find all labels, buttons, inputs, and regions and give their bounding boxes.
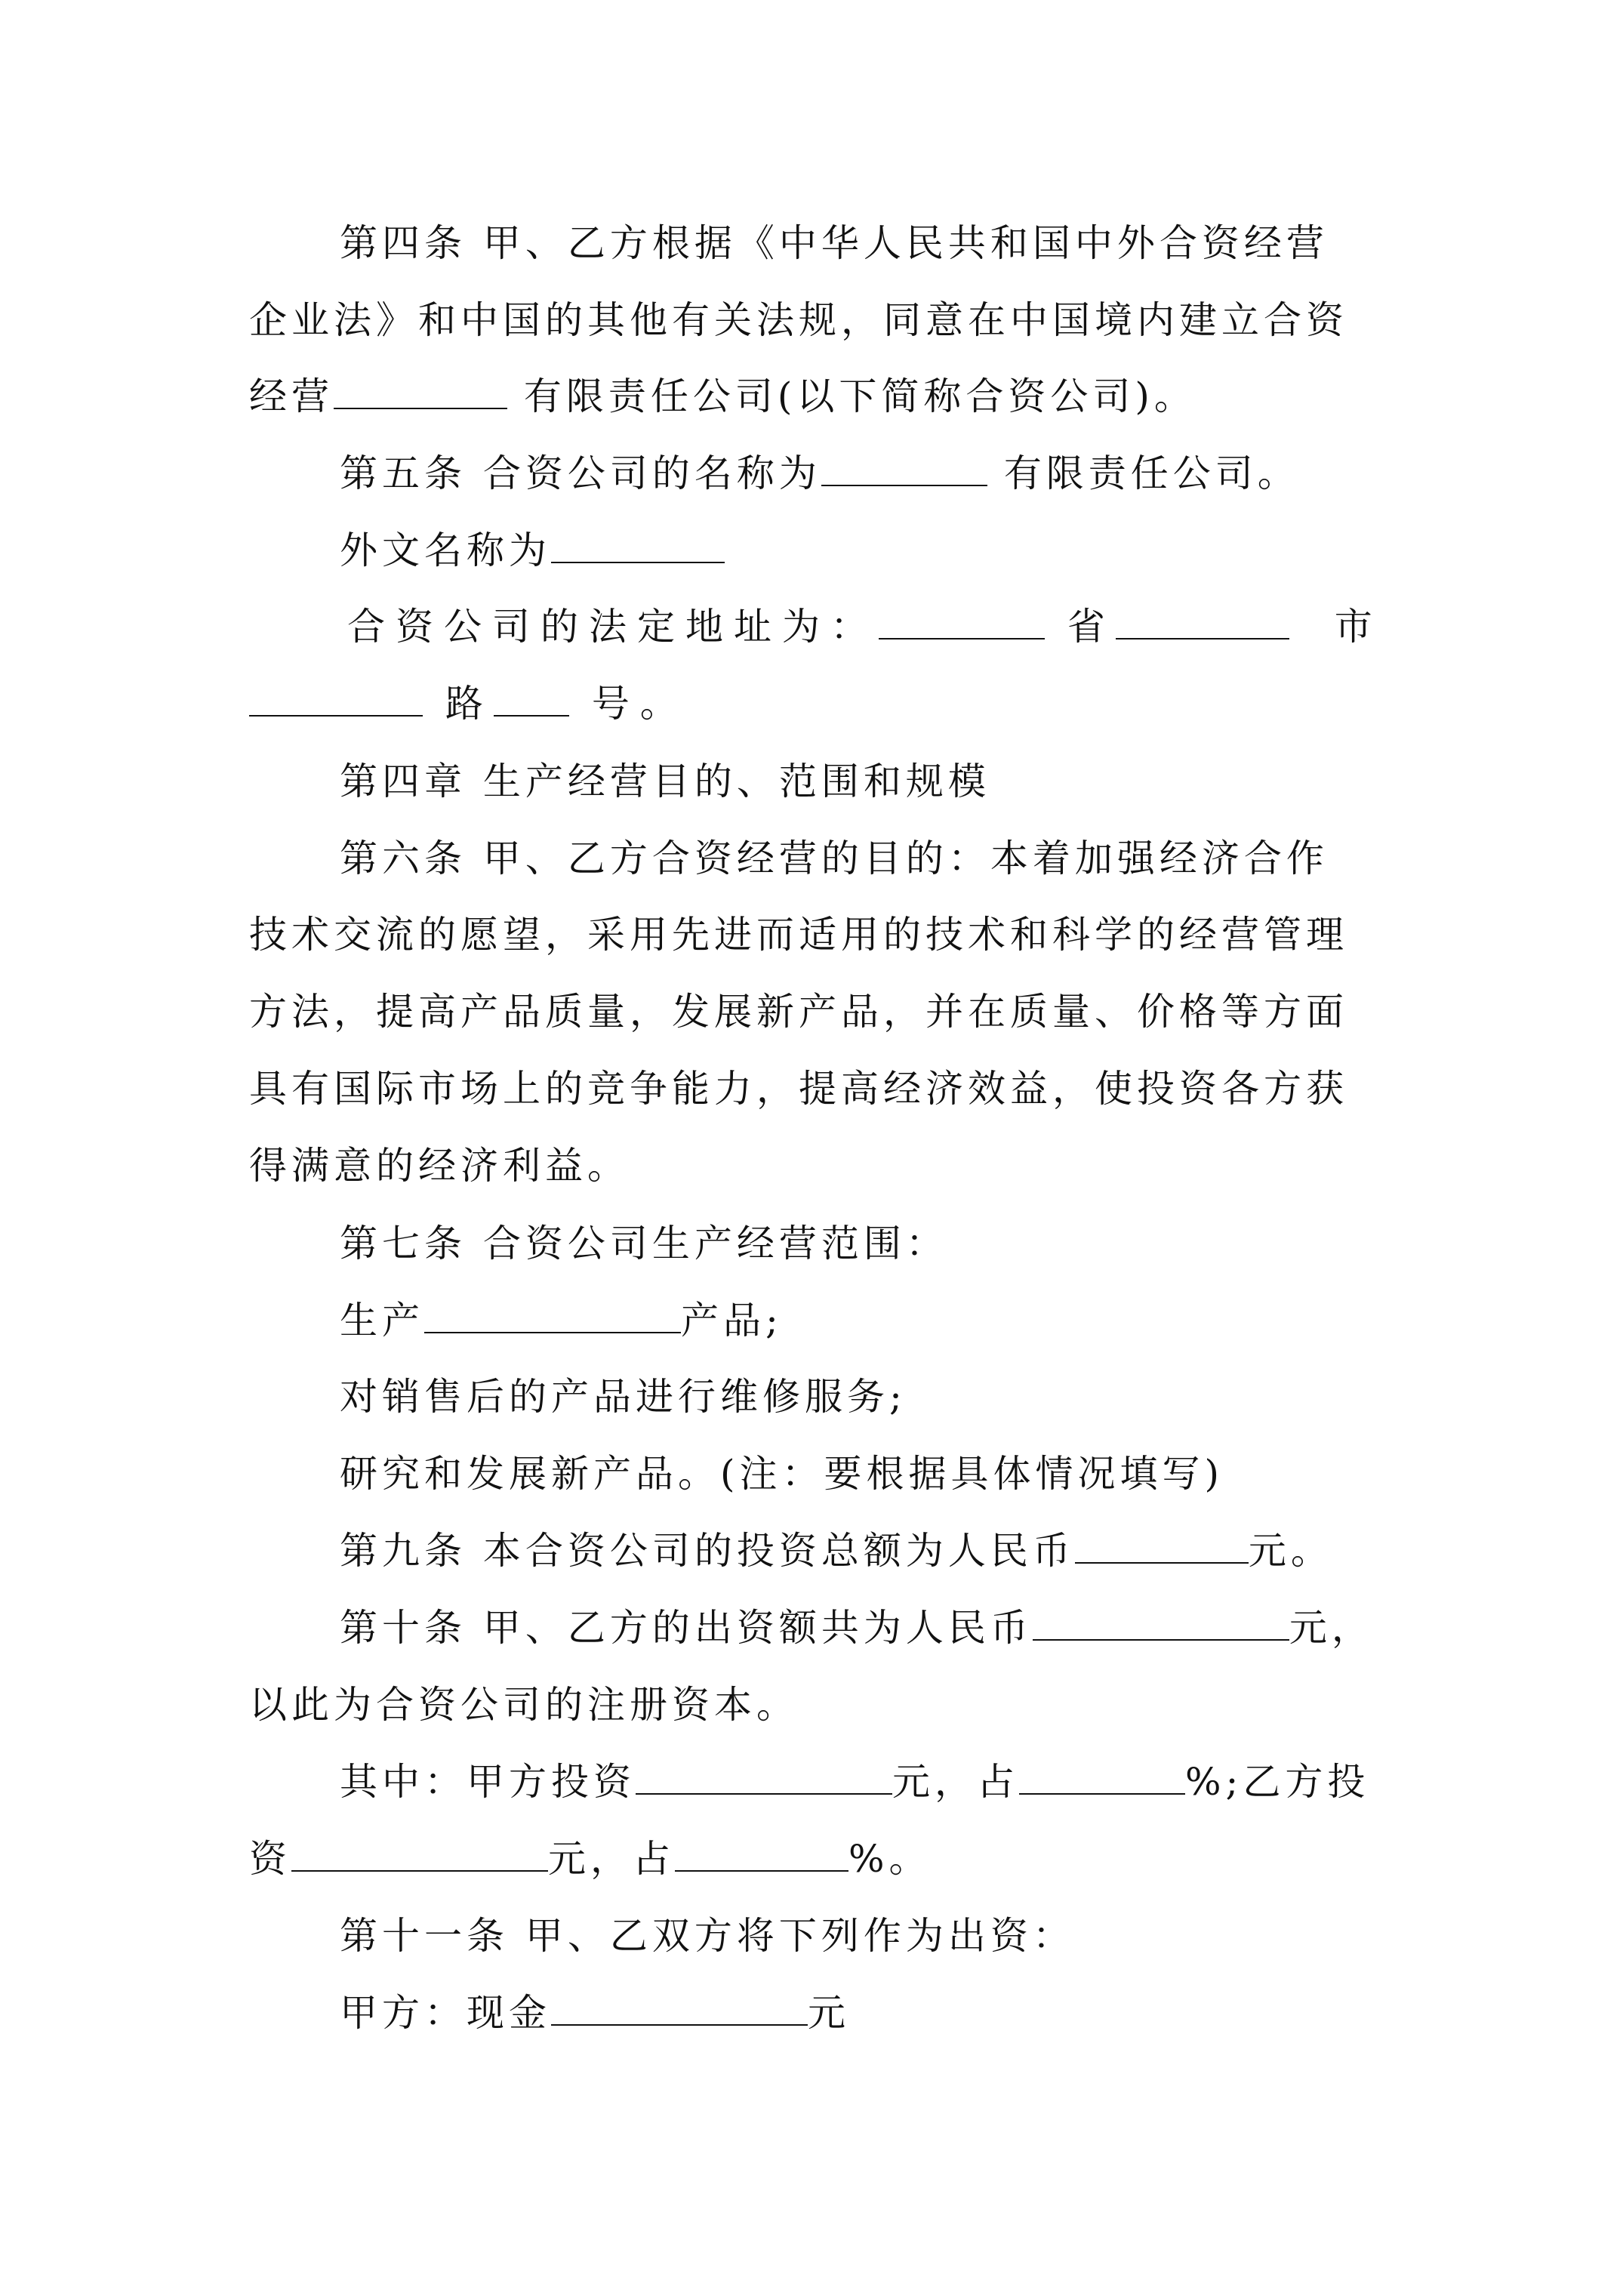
text-segment: 市 xyxy=(1334,605,1383,649)
article-10-line-2: 以此为合资公司的注册资本。 xyxy=(249,1683,799,1727)
text-segment: %。 xyxy=(848,1837,932,1881)
text-segment: 号。 xyxy=(591,682,688,726)
article-6-line-1: 第六条 甲、乙方合资经营的目的：本着加强经济合作 xyxy=(340,837,1329,880)
fill-blank xyxy=(675,1837,848,1872)
investment-line-2 xyxy=(249,1836,932,1881)
article-4-line-1: 第四条 甲、乙方根据《中华人民共和国中外合资经营 xyxy=(340,221,1329,265)
text-segment: 元，占 xyxy=(892,1760,1019,1804)
chapter-4-heading: 第四章 生产经营目的、范围和规模 xyxy=(340,760,990,803)
address-line-2 xyxy=(249,681,688,726)
article-10-line-1 xyxy=(340,1605,1374,1650)
text-segment: 元 xyxy=(808,1991,850,2035)
fill-blank xyxy=(1075,1529,1249,1564)
article-7-service: 对销售后的产品进行维修服务; xyxy=(340,1375,907,1419)
fill-blank xyxy=(1033,1606,1289,1641)
article-7-research: 研究和发展新产品。(注：要根据具体情况填写) xyxy=(340,1452,1224,1496)
text-segment: 合资公司的法定地址为： xyxy=(347,605,879,649)
article-6-line-5: 得满意的经济利益。 xyxy=(249,1144,630,1188)
investment-line-1 xyxy=(340,1759,1369,1804)
article-6-line-2: 技术交流的愿望，采用先进而适用的技术和科学的经营管理 xyxy=(249,913,1348,957)
text-segment: 第十条 甲、乙方的出资额共为人民币 xyxy=(340,1606,1033,1650)
text-segment: 外文名称为 xyxy=(340,529,551,572)
text-segment: 其中：甲方投资 xyxy=(340,1760,636,1804)
article-6-line-3: 方法，提高产品质量，发展新产品，并在质量、价格等方面 xyxy=(249,990,1348,1034)
fill-blank xyxy=(821,451,987,486)
text-segment: %;乙方投 xyxy=(1185,1760,1370,1804)
text-segment: 生产 xyxy=(340,1299,424,1342)
address-line-1 xyxy=(347,604,1383,649)
fill-blank xyxy=(494,682,569,717)
text-segment: 省 xyxy=(1067,605,1116,649)
article-7-line-1: 第七条 合资公司生产经营范围： xyxy=(340,1222,948,1265)
article-7-production xyxy=(340,1298,783,1343)
fill-blank xyxy=(1116,605,1289,639)
text-segment: 经营 xyxy=(249,374,334,418)
text-segment: 甲方：现金 xyxy=(340,1991,551,2035)
text-segment: 元，占 xyxy=(548,1837,675,1881)
article-5-line-1 xyxy=(340,451,1300,496)
text-segment: 有限责任公司(以下简称合资公司)。 xyxy=(523,374,1196,418)
fill-blank xyxy=(291,1837,548,1872)
text-segment: 有限责任公司。 xyxy=(1003,451,1300,495)
fill-blank xyxy=(424,1299,681,1333)
party-a-cash-line xyxy=(340,1990,850,2036)
text-segment: 元， xyxy=(1289,1606,1374,1650)
article-11-line: 第十一条 甲、乙双方将下列作为出资： xyxy=(340,1914,1075,1958)
article-4-line-3 xyxy=(249,374,1196,419)
article-6-line-4: 具有国际市场上的竞争能力，提高经济效益，使投资各方获 xyxy=(249,1067,1348,1111)
text-segment: 路 xyxy=(445,682,494,726)
article-9-line xyxy=(340,1528,1333,1573)
text-segment: 资 xyxy=(249,1837,291,1881)
text-segment: 第九条 本合资公司的投资总额为人民币 xyxy=(340,1529,1075,1573)
fill-blank xyxy=(636,1760,892,1795)
fill-blank xyxy=(1019,1760,1185,1795)
fill-blank xyxy=(249,682,423,717)
text-segment: 元。 xyxy=(1248,1529,1333,1573)
article-4-line-2: 企业法》和中国的其他有关法规，同意在中国境内建立合资 xyxy=(249,298,1348,342)
fill-blank xyxy=(334,374,507,409)
fill-blank xyxy=(879,605,1045,639)
fill-blank xyxy=(551,529,725,563)
text-segment: 第五条 合资公司的名称为 xyxy=(340,451,821,495)
text-segment: 产品; xyxy=(681,1299,783,1342)
fill-blank xyxy=(551,1991,808,2026)
foreign-name-line xyxy=(340,528,725,573)
